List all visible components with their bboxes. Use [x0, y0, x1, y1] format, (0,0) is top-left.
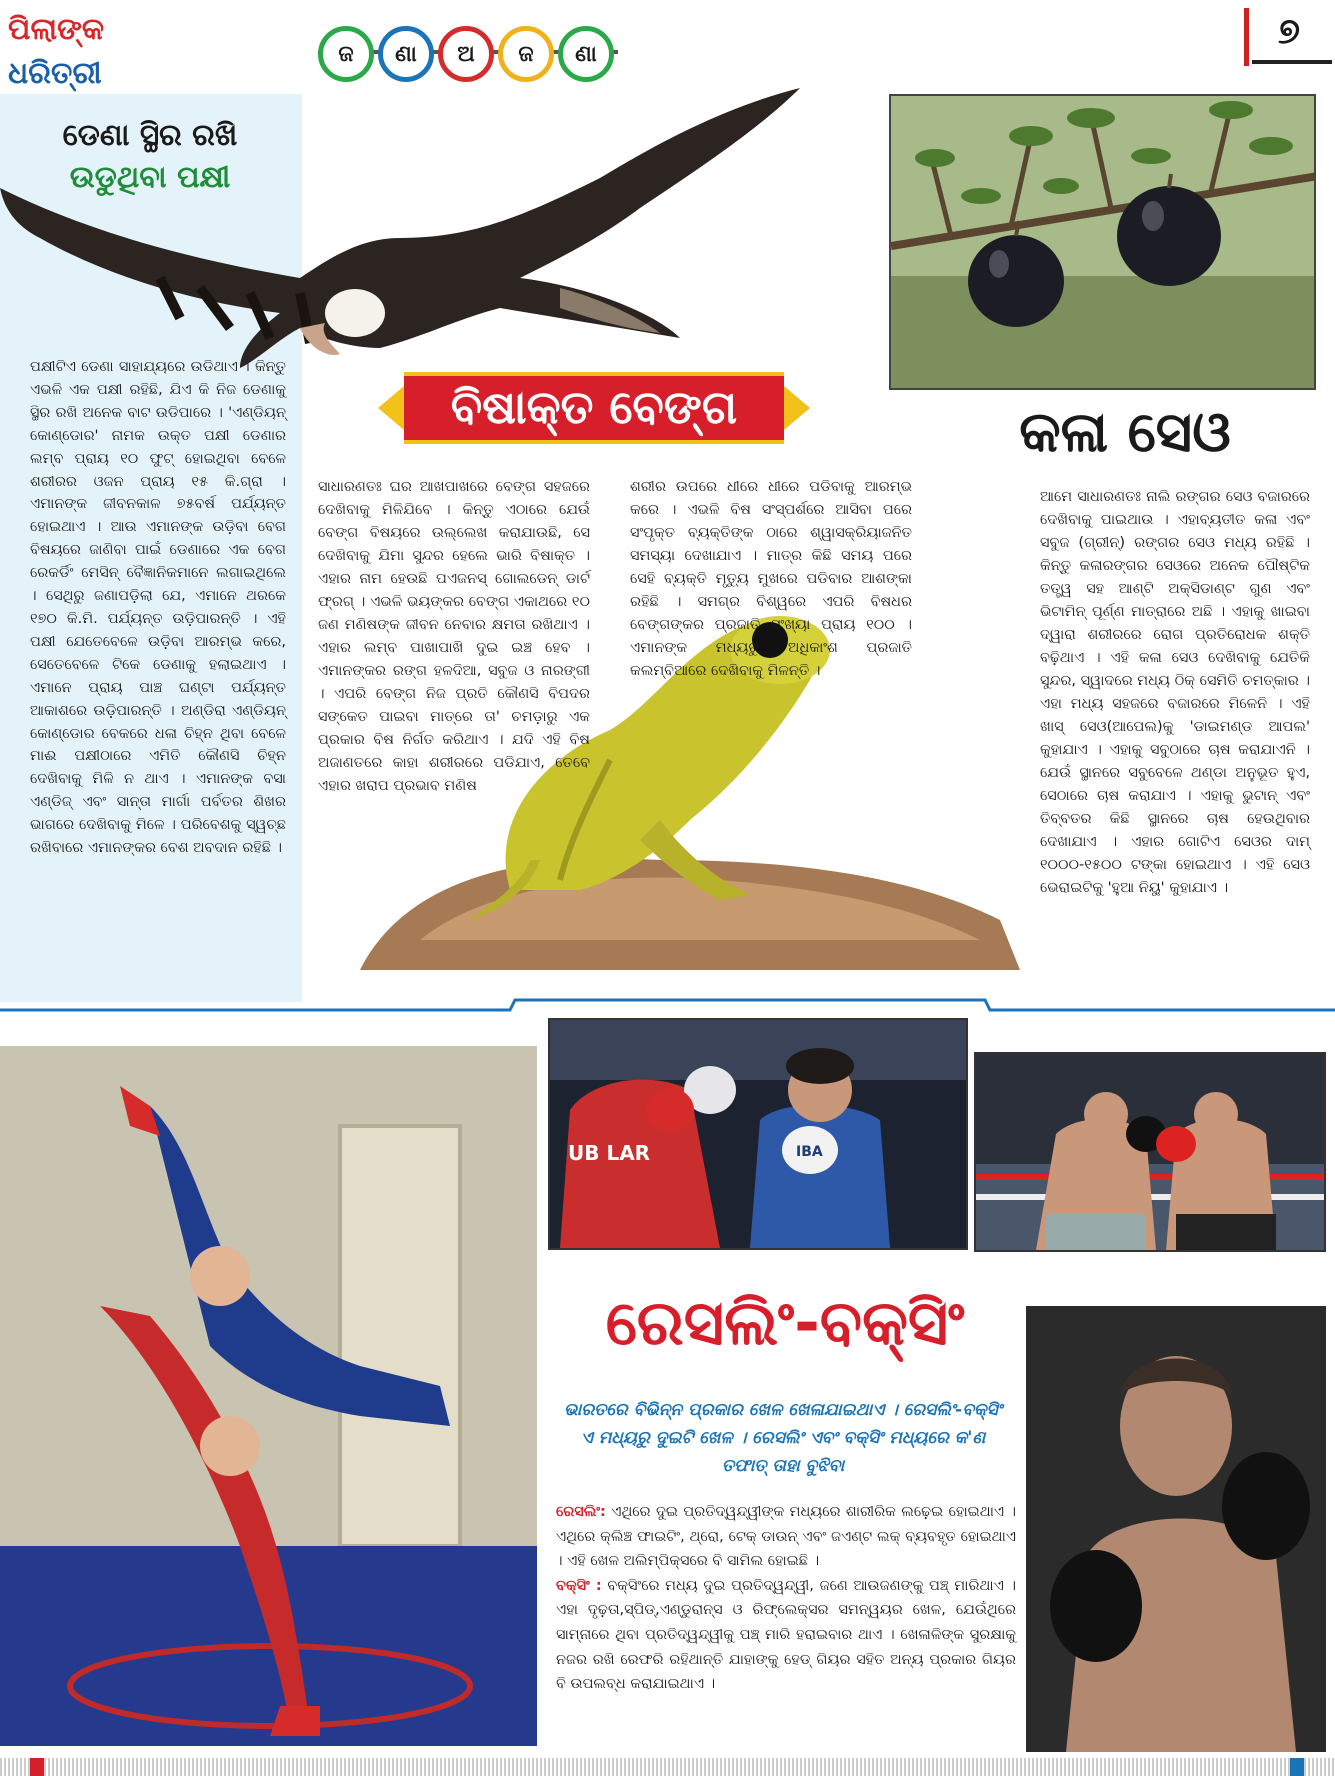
boxer-portrait: [1026, 1306, 1326, 1752]
condor-title-line2: ଉଡୁଥିବା ପକ୍ଷୀ: [69, 160, 231, 195]
boxer-portrait-art: [1026, 1306, 1326, 1752]
section-letter: ଜ: [498, 26, 554, 82]
glove-text: IBA: [796, 1144, 823, 1160]
wrestling-image: [0, 1046, 537, 1746]
masthead-logo: [8, 8, 198, 91]
sports-body: [556, 1500, 1016, 1697]
page-number-underline: [1252, 60, 1332, 64]
black-apple-image: [889, 94, 1316, 390]
wrestling-photo: [0, 1046, 537, 1746]
section-letter: ଅ: [438, 26, 494, 82]
condor-body: ପକ୍ଷୀଟିଏ ଡେଣା ସାହାଯ୍ୟରେ ଉଡିଥାଏ । କିନ୍ତୁ ଏଭଳି ଏକ ପକ୍ଷୀ ରହିଛି, ଯିଏ କି ନିଜ ଡେଣାକୁ ସ୍ଥିର ରଖି ଅନେକ ବାଟ ଉଡିପାରେ । 'ଏଣ୍ଡିୟନ୍ କୋଣ୍ଡୋର' ନାମକ ଉକ୍ତ ପକ୍ଷୀ ଡେଣାର ଲମ୍ବ ପ୍ରାୟ ୧୦ ଫୁଟ୍ ହୋଇଥିବା ବେଳେ ଶରୀରର ଓଜନ ପ୍ରାୟ ୧୫ କି.ଗ୍ରା । ଏମାନଙ୍କ ଜୀବନକାଳ ୭୫ବର୍ଷ ପର୍ଯ୍ୟନ୍ତ ହୋଇଥାଏ । ଆଉ ଏମାନଙ୍କ ଉଡ଼ିବା ବେଗ ବିଷୟରେ ଜାଣିବା ପାଇଁ ଡେଣାରେ ଏକ ବେଗ ରେକର୍ଡିଂ ମେସିନ୍ ବୈଜ୍ଞାନିକମାନେ ଲଗାଇଥିଲେ । ସେଥିରୁ ଜଣାପଡ଼ିଲା ଯେ, ଏମାନେ ଥରକେ ୧୭୦ କି.ମି. ପର୍ଯ୍ୟନ୍ତ ଉଡ଼ିପାରନ୍ତି । ଏହି ପକ୍ଷୀ ଯେତେବେଳେ ଉଡ଼ିବା ଆରମ୍ଭ କରେ, ସେତେବେଳେ ଟିକେ ଡେଣାକୁ ହଲାଇଥାଏ । ଏମାନେ ପ୍ରାୟ ପାଞ୍ଚ ଘଣ୍ଟା ପର୍ଯ୍ୟନ୍ତ ଆକାଶରେ ଉଡ଼ିପାରନ୍ତି । ଅଣ୍ଡିରା ଏଣ୍ଡିୟନ୍ କୋଣ୍ଡୋର ବେକରେ ଧଳା ଚିହ୍ନ ଥିବା ବେଳେ ମାଈ ପକ୍ଷୀଠାରେ ଏମିତି କୌଣସି ଚିହ୍ନ ଦେଖିବାକୁ ମିଳି ନ ଥାଏ । ଏମାନଙ୍କ ବସା ଏଣ୍ଡିଜ୍ ଏବଂ ସାନ୍ତା ମାର୍ଗା ପର୍ବତର ଶିଖର ଭାଗରେ ଦେଖିବାକୁ ମିଳେ । ପରିବେଶକୁ ସ୍ୱଚ୍ଛ ରଖିବାରେ ଏମାନଙ୍କର ବେଶ ଅବଦାନ ରହିଛି ।: [30, 359, 286, 857]
page-number-bar: [1244, 8, 1249, 66]
boxing-photo-1: [548, 1018, 968, 1250]
wrestling-label: ରେସଲିଂ:: [556, 1504, 606, 1520]
frog-title-text: ବିଷାକ୍ତ ବେଙ୍ଗ: [450, 380, 738, 434]
apple-title: କଳା ସେଓ: [1019, 400, 1231, 465]
logo-part2: ଧରିତ୍ରୀ: [8, 56, 102, 91]
condor-image: [0, 88, 800, 378]
wrestling-text: ଏଥିରେ ଦୁଇ ପ୍ରତିଦ୍ୱନ୍ଦ୍ୱୀଙ୍କ ମଧ୍ୟରେ ଶାରୀରିକ ଲଢ଼େଇ ହୋଇଥାଏ । ଏଥିରେ କ୍ଲିଞ୍ଚ ଫାଇଟିଂ, ଥ୍ରୋ, ଟେକ୍ ଡାଉନ୍ ଏବଂ ଜଏଣ୍ଟ ଲକ୍ ବ୍ୟବହୃତ ହୋଇଥାଏ । ଏହି ଖେଳ ଅଲିମ୍ପିକ୍ସରେ ବି ସାମିଲ ହୋଇଛି ।: [556, 1504, 1016, 1570]
boxing-text: ବକ୍ସିଂରେ ମଧ୍ୟ ଦୁଇ ପ୍ରତିଦ୍ୱନ୍ଦ୍ୱୀ, ଜଣେ ଆଉଜଣଙ୍କୁ ପଞ୍ଚ୍ ମାରିଥାଏ । ଏହା ଦୃଢ଼ତା,ସ୍ପିଡ୍,ଏଣ୍ଡୁରାନ୍ସ ଓ ରିଫ୍ଲେକ୍ସର ସମନ୍ୱୟର ଖେଳ, ଯେଉଁଥିରେ ସାମ୍ନାରେ ଥିବା ପ୍ରତିଦ୍ୱନ୍ଦ୍ୱୀକୁ ପଞ୍ଚ୍ ମାରି ହରାଇବାର ଥାଏ । ଖେଳାଳିଙ୍କ ସୁରକ୍ଷାକୁ ନଜର ରଖି ରେଫରି ରହିଥାନ୍ତି ଯାହାଙ୍କୁ ହେଡ୍ ଗିୟର ସହିତ ଅନ୍ୟ ପ୍ରକାର ଗିୟର ବି ଉପଲବ୍ଧ କରାଯାଇଥାଏ ।: [556, 1577, 1016, 1693]
apple-photo: [891, 96, 1316, 390]
footer-blue-marker: [1290, 1758, 1304, 1776]
logo-part1: ପିଲାଙ୍କ: [8, 12, 105, 47]
page-number: ୭: [1277, 11, 1301, 52]
sports-subtitle: ଭାରତରେ ବିଭିନ୍ନ ପ୍ରକାର ଖେଳ ଖେଳାଯାଇଥାଏ । ରେସଲିଂ-ବକ୍ସିଂ ଏ ମଧ୍ୟରୁ ଦୁଇଟି ଖେଳ । ରେସଲିଂ ଏବଂ ବକ୍ସିଂ ମଧ୍ୟରେ କ'ଣ ତଫାତ୍ ତାହା ବୁଝିବା: [564, 1400, 1002, 1476]
frog-body-col1: ସାଧାରଣତଃ ଘର ଆଖପାଖରେ ବେଙ୍ଗ ସହଜରେ ଦେଖିବାକୁ ମିଳିଯିବେ । କିନ୍ତୁ ଏଠାରେ ଯେଉଁ ବେଙ୍ଗ ବିଷୟରେ ଉଲ୍ଲେଖ କରାଯାଉଛି, ସେ ଦେଖିବାକୁ ଯିମା ସୁନ୍ଦର ହେଲେ ଭାରି ବିଷାକ୍ତ । ଏହାର ନାମ ହେଉଛି ପଏଜନସ୍ ଗୋଲଡେନ୍ ଡାର୍ଟ ଫ୍ରଗ୍ । ଏଭଳି ଭୟଙ୍କର ବେଙ୍ଗ ଏକାଥରେ ୧୦ ଜଣ ମଣିଷଙ୍କ ଜୀବନ ନେବାର କ୍ଷମତା ରଖିଥାଏ । ଏହାର ଲମ୍ବ ପାଖାପାଖି ଦୁଇ ଇଞ୍ଚ ହେବ । ଏମାନଙ୍କର ରଙ୍ଗ ହଳଦିଆ, ସବୁଜ ଓ ନାରଙ୍ଗୀ । ଏପରି ବେଙ୍ଗ ନିଜ ପ୍ରତି କୌଣସି ବିପଦର ସଙ୍କେତ ପାଇବା ମାତ୍ରେ ତା' ଚମଡ଼ାରୁ ଏକ ପ୍ରକାର ବିଷ ନିର୍ଗତ କରିଥାଏ । ଯଦି ଏହି ବିଷ ଅଜାଣତରେ କାହା ଶରୀରରେ ପଡିଯାଏ, ତେବେ ଏହାର ଖରାପ ପ୍ରଭାବ ମଣିଷ: [318, 479, 590, 794]
boxing-label: ବକ୍ସିଂ :: [556, 1577, 602, 1594]
sports-title: ରେସଲିଂ-ବକ୍ସିଂ: [605, 1286, 965, 1359]
jersey-text: UB LAR: [568, 1141, 651, 1165]
condor-title-line1: ଡେଣା ସ୍ଥିର ରଖି: [62, 118, 238, 153]
footer-strip: [0, 1758, 1335, 1776]
section-letter: ଣା: [378, 26, 434, 82]
section-divider: [0, 998, 1335, 1012]
boxing-photo-2-art: [976, 1054, 1324, 1250]
wrestling-paragraph: [556, 1500, 1016, 1574]
boxing-paragraph: [556, 1574, 1016, 1697]
footer-red-marker: [30, 1758, 44, 1776]
apple-body: ଆମେ ସାଧାରଣତଃ ନାଲି ରଙ୍ଗର ସେଓ ବଜାରରେ ଦେଖିବାକୁ ପାଇଥାଉ । ଏହାବ୍ୟତୀତ କଳା ଏବଂ ସବୁଜ (ଗ୍ରୀନ୍) ରଙ୍ଗର ସେଓ ମଧ୍ୟ ରହିଛି । କିନ୍ତୁ କଳାରଙ୍ଗର ସେଓରେ ଅନେକ ପୌଷ୍ଟିକ ତତ୍ତ୍ୱ ସହ ଆଣ୍ଟି ଅକ୍ସିଡାଣ୍ଟ ଗୁଣ ଏବଂ ଭିଟାମିନ୍ ପୂର୍ଣ୍ଣ ମାତ୍ରାରେ ଅଛି । ଏହାକୁ ଖାଇବା ଦ୍ୱାରା ଶରୀରରେ ରୋଗ ପ୍ରତିରୋଧକ ଶକ୍ତି ବଢ଼ିଥାଏ । ଏହି କଳା ସେଓ ଦେଖିବାକୁ ଯେତିକି ସୁନ୍ଦର, ସ୍ୱାଦରେ ମଧ୍ୟ ଠିକ୍ ସେମିତି ଚମତ୍କାର । ଏହା ମଧ୍ୟ ସହଜରେ ବଜାରରେ ମିଳେନି । ଏହି ଖାସ୍ ସେଓ(ଆପେଲ)କୁ 'ଡାଇମଣ୍ଡ ଆପଲ' କୁହାଯାଏ । ଏହାକୁ ସବୁଠାରେ ଚାଷ କରାଯାଏନି । ଯେଉଁ ସ୍ଥାନରେ ସବୁବେଳେ ଥଣ୍ଡା ଅନୁଭୂତ ହୁଏ, ସେଠାରେ ଚାଷ କରାଯାଏ । ଏହାକୁ ଭୁଟାନ୍ ଏବଂ ତିବ୍ବତର କିଛି ସ୍ଥାନରେ ଚାଷ ହେଉଥିବାର ଦେଖାଯାଏ । ଏହାର ଗୋଟିଏ ସେଓର ଦାମ୍ ୧୦୦୦-୧୫୦୦ ଟଙ୍କା ହୋଇଥାଏ । ଏହି ସେଓ ଭେରାଇଟିକୁ 'ହୁଆ ନିୟୁ' କୁହାଯାଏ ।: [1040, 489, 1310, 896]
boxing-photo-2: [974, 1052, 1326, 1252]
section-letter: ଣା: [558, 26, 614, 82]
frog-title: [404, 372, 784, 444]
boxing-photo-1-art: [550, 1020, 966, 1248]
section-letter: ଜ: [318, 26, 374, 82]
section-title: [318, 22, 614, 86]
frog-body-col2: ଶରୀର ଉପରେ ଧୀରେ ଧୀରେ ପଡିବାକୁ ଆରମ୍ଭ କରେ । ଏଭଳି ବିଷ ସଂସ୍ପର୍ଶରେ ଆସିବା ପରେ ସଂପୃକ୍ତ ବ୍ୟକ୍ତିଙ୍କ ଠାରେ ଶ୍ୱାସକ୍ରିୟାଜନିତ ସମସ୍ୟା ଦେଖାଯାଏ । ମାତ୍ର କିଛି ସମୟ ପରେ ସେହି ବ୍ୟକ୍ତି ମୃତ୍ୟୁ ମୁଖରେ ପଡିବାର ଆଶଙ୍କା ରହିଛି । ସମଗ୍ର ବିଶ୍ୱରେ ଏପରି ବିଷଧର ବେଙ୍ଗଙ୍କର ପ୍ରଜାତି ସଂଖ୍ୟା ପ୍ରାୟ ୧୦୦ । ଏମାନଙ୍କ ମଧ୍ୟରୁ ଅଧିକାଂଶ ପ୍ରଜାତି କଲମ୍ବିଆରେ ଦେଖିବାକୁ ମିଳନ୍ତି ।: [630, 479, 912, 679]
